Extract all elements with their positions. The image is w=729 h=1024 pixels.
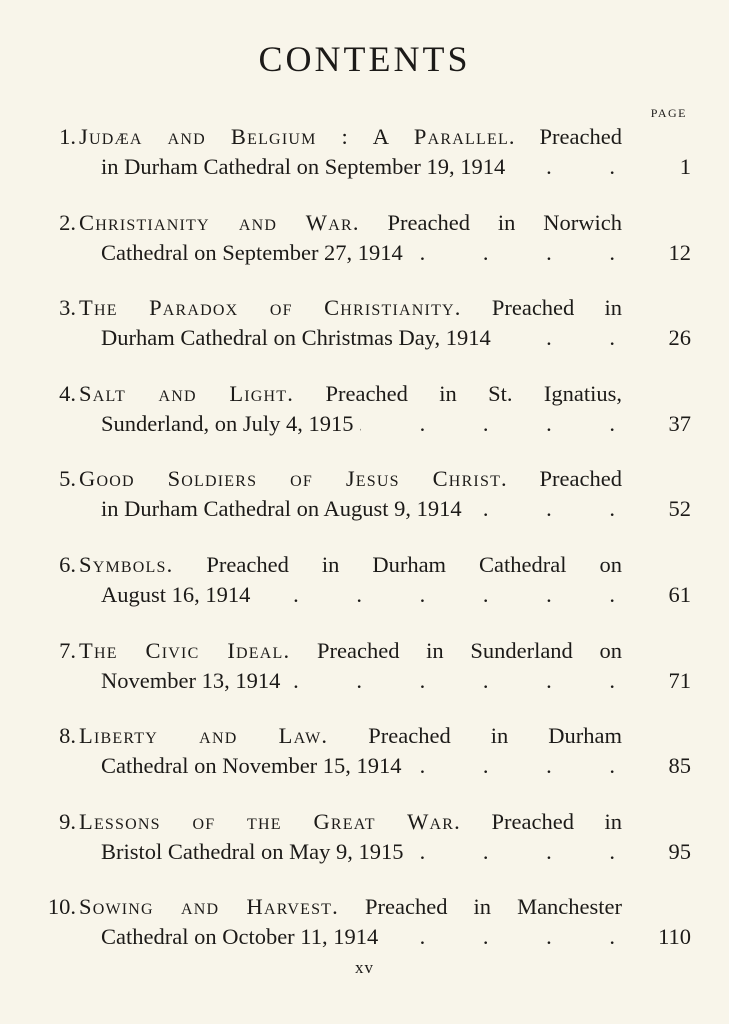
page-folio: xv	[355, 958, 374, 977]
entry-line-2	[101, 753, 647, 779]
dot-leader	[511, 154, 641, 180]
entry-page-number: 12	[668, 239, 691, 265]
entry-line1-text: Preached in	[491, 295, 622, 321]
entry-page-number: 110	[658, 924, 691, 950]
entry-page-number: 71	[668, 667, 691, 693]
entry-page-number: 1	[679, 154, 691, 179]
page-column-label: PAGE	[650, 106, 687, 120]
entry-line2-text: November 13, 1914	[101, 667, 281, 693]
entry-heading: Sowing and Harvest.	[79, 894, 339, 920]
entry-number: 3.	[59, 295, 76, 321]
list-item	[0, 124, 729, 210]
entry-line2-text: Bristol Cathedral on May 9, 1915	[101, 838, 404, 864]
entry-line1-text: Preached	[539, 124, 622, 149]
entry-line-2	[101, 240, 647, 266]
entry-line-1	[79, 638, 622, 664]
entry-number: 4.	[59, 380, 76, 406]
list-item	[0, 466, 729, 552]
entry-number: 2.	[59, 209, 76, 235]
dot-leader	[468, 496, 641, 522]
entry-heading: Christianity and War.	[79, 209, 360, 235]
entry-number: 1.	[59, 124, 76, 149]
entry-line-2	[101, 325, 647, 351]
entry-number: 10.	[47, 894, 76, 920]
dot-leader	[497, 325, 641, 351]
entry-line2-text: Cathedral on November 15, 1914	[101, 753, 402, 779]
entry-line-1	[79, 894, 622, 920]
entry-heading: Liberty and Law.	[79, 723, 329, 749]
entry-line2-text: August 16, 1914	[101, 581, 251, 607]
contents-list	[0, 124, 729, 980]
list-item	[0, 723, 729, 809]
entry-heading: Salt and Light.	[79, 380, 295, 406]
entry-line-1	[79, 723, 622, 749]
entry-line1-text: Preached in Durham Cathedral on	[206, 551, 622, 577]
entry-line1-text: Preached in	[491, 808, 622, 834]
entry-page-number: 37	[668, 410, 691, 436]
entry-heading: Symbols.	[79, 551, 174, 577]
entry-number: 8.	[59, 723, 76, 749]
entry-line-1	[79, 295, 622, 321]
entry-line-1	[79, 210, 622, 236]
dot-leader	[409, 839, 641, 865]
entry-number: 5.	[59, 466, 76, 492]
entry-line1-text: Preached in Sunderland on	[317, 637, 622, 663]
entry-line-2	[101, 496, 647, 522]
entry-line2-text: in Durham Cathedral on September 19, 1914	[101, 154, 506, 179]
entry-line2-text: Durham Cathedral on Christmas Day, 1914	[101, 325, 491, 351]
entry-heading: Good Soldiers of Jesus Christ.	[79, 466, 508, 492]
entry-line-1	[79, 124, 622, 150]
entry-page-number: 52	[668, 496, 691, 522]
dot-leader	[286, 668, 641, 694]
entry-line-2	[101, 924, 647, 950]
dot-leader	[409, 240, 641, 266]
entry-line-1	[79, 809, 622, 835]
entry-line1-text: Preached in St. Ignatius,	[325, 380, 622, 406]
entry-line1-text: Preached	[539, 466, 622, 492]
entry-line2-text: Cathedral on October 11, 1914	[101, 924, 379, 950]
list-item	[0, 638, 729, 724]
entry-line-2	[101, 839, 647, 865]
entry-line2-text: Sunderland, on July 4, 1915	[101, 410, 354, 436]
entry-line-2	[101, 154, 647, 180]
entry-heading: The Paradox of Christianity.	[79, 295, 462, 321]
list-item	[0, 295, 729, 381]
dot-leader	[384, 924, 641, 950]
dot-leader	[408, 753, 641, 779]
entry-line-1	[79, 552, 622, 578]
dot-leader	[256, 582, 641, 608]
list-item	[0, 552, 729, 638]
entry-page-number: 85	[668, 753, 691, 779]
entry-line2-text: in Durham Cathedral on August 9, 1914	[101, 496, 462, 522]
entry-line1-text: Preached in Durham	[368, 723, 623, 749]
page-title: CONTENTS	[258, 39, 471, 79]
entry-page-number: 26	[668, 325, 691, 351]
entry-heading: Judæa and Belgium : A Parallel.	[79, 124, 516, 149]
entry-number: 7.	[59, 637, 76, 663]
list-item	[0, 381, 729, 467]
entry-line-1	[79, 381, 622, 407]
entry-line1-text: Preached in Manchester	[365, 894, 623, 920]
dot-leader	[360, 411, 642, 437]
entry-number: 6.	[59, 551, 76, 577]
entry-line1-text: Preached in Norwich	[387, 209, 623, 235]
entry-line-2	[101, 668, 647, 694]
entry-line-2	[101, 411, 647, 437]
entry-page-number: 95	[668, 838, 691, 864]
entry-heading: The Civic Ideal.	[79, 637, 291, 663]
entry-line2-text: Cathedral on September 27, 1914	[101, 239, 403, 265]
list-item	[0, 210, 729, 296]
entry-heading: Lessons of the Great War.	[79, 808, 461, 834]
entry-line-1	[79, 466, 622, 492]
entry-number: 9.	[59, 808, 76, 834]
entry-page-number: 61	[668, 581, 691, 607]
entry-line-2	[101, 582, 647, 608]
list-item	[0, 809, 729, 895]
